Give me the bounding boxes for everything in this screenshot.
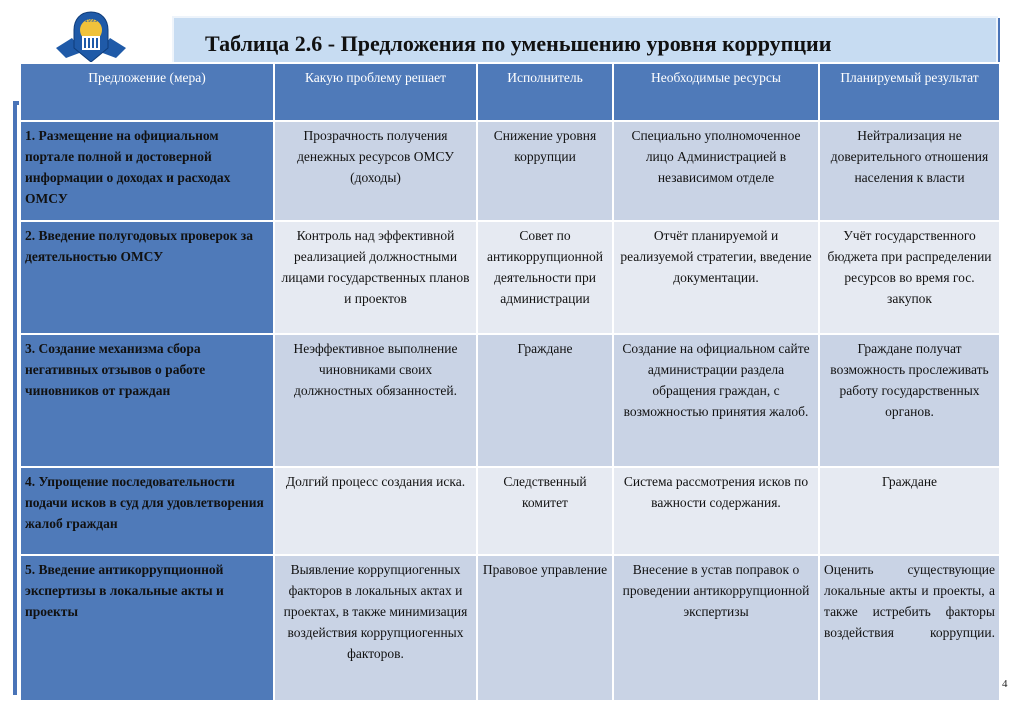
proposals-table bbox=[19, 62, 1001, 702]
cell-problem: Долгий процесс создания иска. bbox=[274, 467, 477, 555]
header-result: Планируемый результат bbox=[819, 63, 1000, 121]
header-measure: Предложение (мера) bbox=[20, 63, 274, 121]
cell-result: Граждане bbox=[819, 467, 1000, 555]
cell-measure: 3. Создание механизма сбора негативных отзывов о работе чиновников от граждан bbox=[20, 334, 274, 467]
cell-executor: Правовое управление bbox=[477, 555, 613, 701]
cell-problem: Выявление коррупциогенных факторов в локальных актах и проектах, в также минимизация воздействия коррупциогенных факторов. bbox=[274, 555, 477, 701]
table-header-row bbox=[20, 63, 1000, 121]
page-title: Таблица 2.6 - Предложения по уменьшению уровня коррупции bbox=[205, 31, 832, 56]
cell-measure: 1. Размещение на официальном портале полной и достоверной информации о доходах и расходах ОМСУ bbox=[20, 121, 274, 221]
cell-problem: Контроль над эффективной реализацией должностными лицами государственных планов и проектов bbox=[274, 221, 477, 334]
cell-resources: Специально уполномоченное лицо Администрацией в независимом отделе bbox=[613, 121, 819, 221]
page-number: 4 bbox=[1002, 678, 1008, 690]
cell-result: Граждане получат возможность прослеживать работу государственных органов. bbox=[819, 334, 1000, 467]
cell-executor: Граждане bbox=[477, 334, 613, 467]
logo-year: 1993 bbox=[84, 18, 98, 24]
cell-problem: Прозрачность получения денежных ресурсов ОМСУ (доходы) bbox=[274, 121, 477, 221]
cell-result: Учёт государственного бюджета при распределении ресурсов во время гос. закупок bbox=[819, 221, 1000, 334]
header-executor: Исполнитель bbox=[477, 63, 613, 121]
cell-measure: 5. Введение антикоррупционной экспертизы в локальные акты и проекты bbox=[20, 555, 274, 701]
cell-resources: Внесение в устав поправок о проведении антикоррупционной экспертизы bbox=[613, 555, 819, 701]
cell-executor: Совет по антикоррупционной деятельности при администрации bbox=[477, 221, 613, 334]
cell-measure: 2. Введение полугодовых проверок за деятельностью ОМСУ bbox=[20, 221, 274, 334]
header-problem: Какую проблему решает bbox=[274, 63, 477, 121]
cell-executor: Следственный комитет bbox=[477, 467, 613, 555]
table-row bbox=[20, 221, 1000, 334]
table-row bbox=[20, 467, 1000, 555]
cell-resources: Создание на официальном сайте администрации раздела обращения граждан, с возможностью принятия жалоб. bbox=[613, 334, 819, 467]
university-crest-icon bbox=[52, 8, 130, 66]
cell-resources: Отчёт планируемой и реализуемой стратегии, введение документации. bbox=[613, 221, 819, 334]
header-resources: Необходимые ресурсы bbox=[613, 63, 819, 121]
frame-left-border bbox=[13, 101, 17, 695]
cell-resources: Система рассмотрения исков по важности содержания. bbox=[613, 467, 819, 555]
cell-executor: Снижение уровня коррупции bbox=[477, 121, 613, 221]
cell-problem: Неэффективное выполнение чиновниками своих должностных обязанностей. bbox=[274, 334, 477, 467]
table-row bbox=[20, 555, 1000, 701]
table-row bbox=[20, 121, 1000, 221]
cell-result: Нейтрализация не доверительного отношения населения к власти bbox=[819, 121, 1000, 221]
cell-measure: 4. Упрощение последовательности подачи исков в суд для удовлетворения жалоб граждан bbox=[20, 467, 274, 555]
table-row bbox=[20, 334, 1000, 467]
cell-result: Оценить существующие локальные акты и проекты, а также истребить факторы воздействия коррупции. bbox=[819, 555, 1000, 701]
